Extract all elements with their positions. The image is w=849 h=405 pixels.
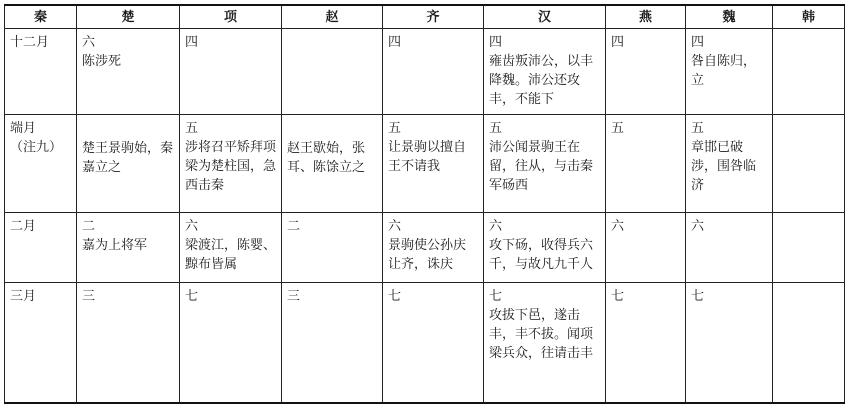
table-cell [773, 283, 845, 403]
column-header-qin: 秦 [5, 5, 77, 29]
table-cell [282, 29, 383, 115]
year-number: 七 [388, 289, 402, 304]
year-number: 六 [388, 219, 402, 234]
column-header-wei: 魏 [686, 5, 773, 29]
month-cell: 二月 [5, 213, 77, 283]
year-number: 五 [489, 121, 503, 136]
year-number: 四 [388, 35, 402, 50]
table-cell [484, 29, 606, 115]
year-number: 七 [611, 289, 625, 304]
table-row [5, 283, 845, 403]
table-cell [686, 283, 773, 403]
year-number: 二 [82, 219, 96, 234]
year-number: 六 [611, 219, 625, 234]
table-cell [383, 115, 484, 213]
column-header-hann: 韩 [773, 5, 845, 29]
table-cell [180, 115, 282, 213]
year-number: 六 [691, 219, 705, 234]
event-text: 景驹使公孙庆让齐，诛庆 [388, 238, 467, 272]
table-cell [383, 29, 484, 115]
year-number: 五 [611, 121, 625, 136]
column-header-xiang: 项 [180, 5, 282, 29]
table-row [5, 29, 845, 115]
table-cell [606, 29, 686, 115]
month-cell: 三月 [5, 283, 77, 403]
year-number: 五 [691, 121, 705, 136]
table-cell [180, 213, 282, 283]
event-text: 咎自陈归，立 [691, 54, 757, 88]
chronology-table [4, 4, 845, 404]
event-text: 赵王歇始，张耳、陈馀立之 [287, 141, 366, 175]
event-text: 章邯已破涉，围咎临济 [691, 140, 757, 193]
event-text: 楚王景驹始，秦嘉立之 [82, 141, 174, 175]
event-text: 沛公闻景驹王在留，往从，与击秦军砀西 [489, 140, 594, 193]
table-row [5, 213, 845, 283]
event-text: 陈涉死 [82, 54, 122, 69]
year-number: 七 [691, 289, 705, 304]
table-cell [686, 115, 773, 213]
table-cell [606, 213, 686, 283]
table-cell [383, 283, 484, 403]
table-cell [383, 213, 484, 283]
event-text: 雍齿叛沛公，以丰降魏。沛公还攻丰，不能下 [489, 54, 594, 107]
table-cell [484, 115, 606, 213]
table-cell [606, 283, 686, 403]
table-cell [180, 283, 282, 403]
column-header-qi: 齐 [383, 5, 484, 29]
year-number: 四 [611, 35, 625, 50]
year-number: 四 [489, 35, 503, 50]
year-number: 六 [489, 219, 503, 234]
table-cell [773, 29, 845, 115]
event-text: 梁渡江，陈婴、黥布皆属 [185, 238, 277, 272]
table-cell [77, 115, 180, 213]
table-cell [773, 213, 845, 283]
event-text: 让景驹以擅自王不请我 [388, 140, 467, 174]
month-cell: 十二月 [5, 29, 77, 115]
table-cell [686, 29, 773, 115]
year-number: 五 [388, 121, 402, 136]
year-number: 五 [185, 121, 199, 136]
event-text: 攻拔下邑，遂击丰，丰不拔。闻项梁兵众，往请击丰 [489, 308, 594, 361]
column-header-chu: 楚 [77, 5, 180, 29]
year-number: 七 [489, 289, 503, 304]
table-cell [484, 283, 606, 403]
column-header-han: 汉 [484, 5, 606, 29]
year-number: 二 [287, 219, 301, 234]
year-number: 三 [287, 289, 301, 304]
table-row [5, 115, 845, 213]
table-cell [282, 283, 383, 403]
table-cell [77, 29, 180, 115]
year-number: 四 [691, 35, 705, 50]
table-cell [773, 115, 845, 213]
year-number: 七 [185, 289, 199, 304]
column-header-zhao: 赵 [282, 5, 383, 29]
table-cell [282, 115, 383, 213]
event-text: 嘉为上将军 [82, 238, 148, 253]
table-cell [180, 29, 282, 115]
table-cell [606, 115, 686, 213]
table-cell [686, 213, 773, 283]
table-cell [484, 213, 606, 283]
year-number: 六 [82, 35, 96, 50]
header-row [5, 5, 845, 29]
year-number: 六 [185, 219, 199, 234]
event-text: 攻下砀，收得兵六千，与故凡九千人 [489, 238, 594, 272]
year-number: 三 [82, 289, 96, 304]
event-text: 涉将召平矫拜项梁为楚柱国，急西击秦 [185, 140, 277, 193]
table-cell [77, 283, 180, 403]
year-number: 四 [185, 35, 199, 50]
column-header-yan: 燕 [606, 5, 686, 29]
month-cell: 端月 （注九） [5, 115, 77, 213]
table-cell [282, 213, 383, 283]
table-cell [77, 213, 180, 283]
